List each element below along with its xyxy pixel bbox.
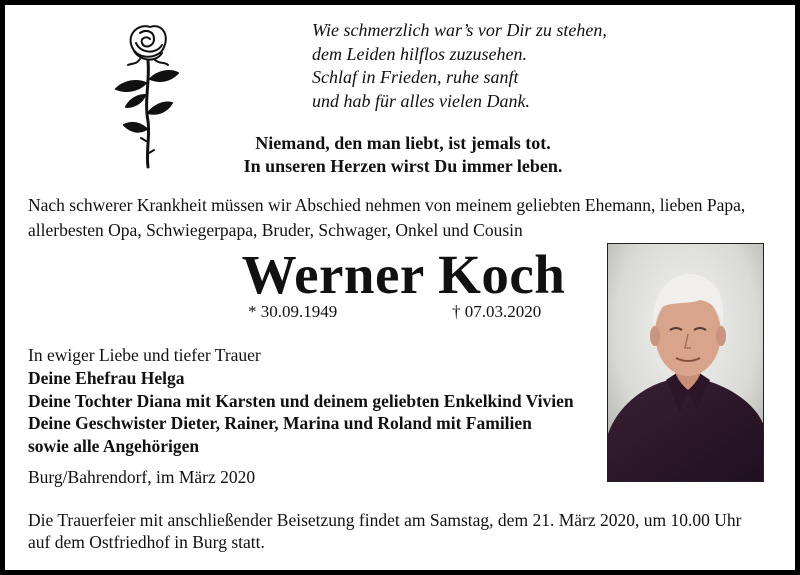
intro-line: Nach schwerer Krankheit müssen wir Abschied nehmen von meinem geliebten Ehemann, lieben Papa, <box>28 195 746 215</box>
mourner-line: sowie alle Angehörigen <box>28 436 200 457</box>
poem <box>312 19 607 113</box>
motto-line: In unseren Herzen wirst Du immer leben. <box>243 155 563 176</box>
motto-line: Niemand, den man liebt, ist jemals tot. <box>255 133 551 153</box>
birth-date: * 30.09.1949 <box>248 302 338 321</box>
funeral-line: auf dem Ostfriedhof in Burg statt. <box>28 532 265 552</box>
portrait-image <box>608 244 764 482</box>
poem-line: und hab für alles vielen Dank. <box>312 90 530 111</box>
poem-line: dem Leiden hilflos zuzusehen. <box>312 43 527 64</box>
funeral-line: Die Trauerfeier mit anschließender Beisetzung findet am Samstag, dem 21. März 2020, um 10.00 Uhr <box>28 510 742 530</box>
poem-line: Wie schmerzlich war’s vor Dir zu stehen, <box>312 20 607 40</box>
funeral-info <box>28 509 793 553</box>
intro-line: allerbesten Opa, Schwiegerpapa, Bruder, Schwager, Onkel und Cousin <box>28 219 523 240</box>
mourner-line: Deine Geschwister Dieter, Rainer, Marina und Roland mit Familien <box>28 413 532 434</box>
place-date: Burg/Bahrendorf, im März 2020 <box>28 467 256 487</box>
intro-text <box>28 193 788 242</box>
mourners <box>28 344 574 458</box>
death-date: † 07.03.2020 <box>452 302 542 321</box>
mourners-opening: In ewiger Liebe und tiefer Trauer <box>28 345 261 365</box>
poem-line: Schlaf in Frieden, ruhe sanft <box>312 67 519 87</box>
deceased-name: Werner Koch <box>241 244 566 305</box>
motto <box>5 132 795 177</box>
portrait-photo <box>607 243 764 482</box>
obituary-notice <box>5 5 795 570</box>
mourner-line: Deine Ehefrau Helga <box>28 367 185 388</box>
mourner-line: Deine Tochter Diana mit Karsten und deinem geliebten Enkelkind Vivien <box>28 390 574 411</box>
